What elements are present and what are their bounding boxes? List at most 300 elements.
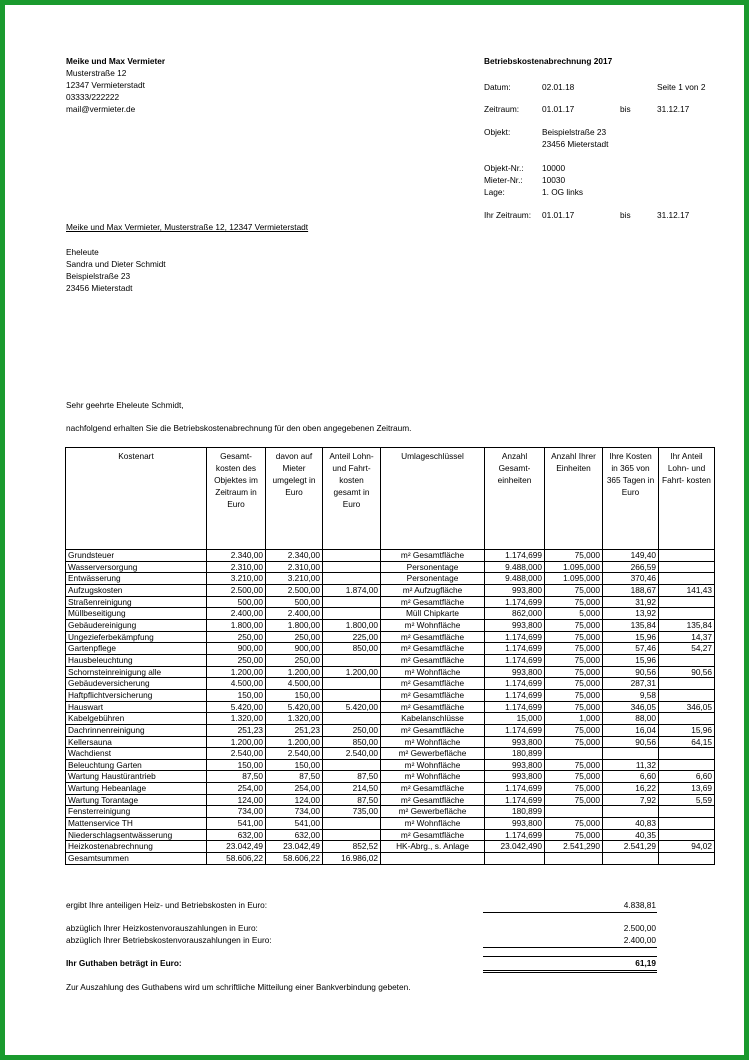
table-cell: 6,60: [603, 771, 659, 783]
table-cell: 75,000: [545, 643, 603, 655]
table-cell: 23.042,49: [207, 841, 266, 853]
table-cell: [659, 561, 715, 573]
table-cell: [545, 853, 603, 865]
table-row: [66, 654, 715, 666]
table-cell: [381, 853, 485, 865]
table-row: [66, 643, 715, 655]
table-cell: 75,000: [545, 550, 603, 562]
table-cell: 150,00: [207, 759, 266, 771]
table-cell: 124,00: [207, 794, 266, 806]
table-cell: HK-Abrg., s. Anlage: [381, 841, 485, 853]
table-cell: Wartung Haustürantrieb: [66, 771, 207, 783]
table-cell: [323, 561, 381, 573]
table-cell: 87,50: [266, 771, 323, 783]
table-cell: 180,899: [485, 748, 545, 760]
zeitraum-from: 01.01.17: [542, 104, 575, 114]
table-row: [66, 724, 715, 736]
table-cell: 2.400,00: [207, 608, 266, 620]
table-cell: 16.986,02: [323, 853, 381, 865]
table-cell: 75,000: [545, 619, 603, 631]
table-cell: Wartung Hebeanlage: [66, 783, 207, 795]
table-cell: 150,00: [266, 759, 323, 771]
table-cell: m² Gewerbefläche: [381, 748, 485, 760]
table-cell: m² Gesamtfläche: [381, 631, 485, 643]
closing-text: Zur Auszahlung des Guthabens wird um schriftliche Mitteilung einer Bankverbindung gebeten.: [66, 982, 411, 992]
table-cell: 1.095,000: [545, 573, 603, 585]
table-cell: 900,00: [266, 643, 323, 655]
table-cell: 1.095,000: [545, 561, 603, 573]
column-header: Anteil Lohn- und Fahrt- kosten gesamt in Euro: [323, 448, 381, 550]
table-cell: 1.174,699: [485, 783, 545, 795]
table-cell: 2.541,29: [603, 841, 659, 853]
sender-city: 12347 Vermieterstadt: [66, 80, 145, 90]
table-row: [66, 631, 715, 643]
objekt-nr-label: Objekt-Nr.:: [484, 163, 524, 173]
table-row: [66, 561, 715, 573]
table-cell: [659, 759, 715, 771]
table-cell: 1.200,00: [207, 666, 266, 678]
table-cell: 7,92: [603, 794, 659, 806]
table-cell: Wasserversorgung: [66, 561, 207, 573]
document-title: Betriebskostenabrechnung 2017: [484, 56, 613, 66]
table-cell: 90,56: [659, 666, 715, 678]
table-cell: 1.174,699: [485, 794, 545, 806]
table-cell: 5.420,00: [207, 701, 266, 713]
recipient-line-1: Eheleute: [66, 247, 99, 257]
table-row: [66, 666, 715, 678]
table-cell: 250,00: [266, 654, 323, 666]
table-cell: 2.340,00: [266, 550, 323, 562]
zeitraum-bis: bis: [620, 104, 631, 114]
table-cell: [659, 829, 715, 841]
table-cell: 1.174,699: [485, 829, 545, 841]
table-cell: 94,02: [659, 841, 715, 853]
table-cell: 346,05: [659, 701, 715, 713]
table-cell: 75,000: [545, 759, 603, 771]
table-cell: [323, 689, 381, 701]
table-cell: 3.210,00: [207, 573, 266, 585]
table-cell: 150,00: [266, 689, 323, 701]
table-cell: 75,000: [545, 666, 603, 678]
table-cell: 900,00: [207, 643, 266, 655]
table-cell: [485, 853, 545, 865]
table-cell: 15,96: [603, 631, 659, 643]
table-cell: 58.606,22: [266, 853, 323, 865]
table-cell: 75,000: [545, 818, 603, 830]
document-page: [5, 5, 744, 1055]
table-cell: 149,40: [603, 550, 659, 562]
table-cell: 500,00: [266, 596, 323, 608]
table-cell: Hauswart: [66, 701, 207, 713]
ihr-zeitraum-bis: bis: [620, 210, 631, 220]
guthaben-top-line: [483, 956, 657, 957]
table-cell: 5,000: [545, 608, 603, 620]
ihr-zeitraum-from: 01.01.17: [542, 210, 575, 220]
recipient-line-4: 23456 Mieterstadt: [66, 283, 133, 293]
column-header: Kostenart: [66, 448, 207, 550]
table-cell: Kabelanschlüsse: [381, 713, 485, 725]
table-cell: 632,00: [207, 829, 266, 841]
recipient-line-2: Sandra und Dieter Schmidt: [66, 259, 166, 269]
table-cell: 40,83: [603, 818, 659, 830]
table-cell: 31,92: [603, 596, 659, 608]
table-cell: m² Gesamtfläche: [381, 794, 485, 806]
table-cell: 852,52: [323, 841, 381, 853]
table-cell: 1.200,00: [207, 736, 266, 748]
column-header: Anzahl Gesamt- einheiten: [485, 448, 545, 550]
table-cell: Hausbeleuchtung: [66, 654, 207, 666]
betrieb-label: abzüglich Ihrer Betriebskostenvorauszahlungen in Euro:: [66, 935, 272, 945]
table-cell: 2.540,00: [207, 748, 266, 760]
table-cell: 1.174,699: [485, 631, 545, 643]
table-cell: m² Wohnfläche: [381, 619, 485, 631]
table-cell: 2.400,00: [266, 608, 323, 620]
table-cell: 87,50: [323, 771, 381, 783]
column-header: Umlageschlüssel: [381, 448, 485, 550]
table-cell: 1.874,00: [323, 584, 381, 596]
column-header: Anzahl Ihrer Einheiten: [545, 448, 603, 550]
table-cell: 4.500,00: [207, 678, 266, 690]
table-cell: [323, 550, 381, 562]
table-row: [66, 584, 715, 596]
table-row: [66, 806, 715, 818]
table-cell: [603, 748, 659, 760]
column-header: Ihre Kosten in 365 von 365 Tagen in Euro: [603, 448, 659, 550]
objekt-label: Objekt:: [484, 127, 511, 137]
table-cell: 1.174,699: [485, 678, 545, 690]
table-cell: 23.042,49: [266, 841, 323, 853]
table-cell: 9,58: [603, 689, 659, 701]
table-cell: 23.042,490: [485, 841, 545, 853]
table-cell: [659, 806, 715, 818]
table-cell: Kabelgebühren: [66, 713, 207, 725]
ihr-zeitraum-label: Ihr Zeitraum:: [484, 210, 532, 220]
table-cell: 135,84: [659, 619, 715, 631]
recipient-line-3: Beispielstraße 23: [66, 271, 131, 281]
table-cell: Aufzugskosten: [66, 584, 207, 596]
table-row: [66, 853, 715, 865]
table-cell: 6,60: [659, 771, 715, 783]
table-cell: 2.500,00: [207, 584, 266, 596]
table-cell: Ungezieferbekämpfung: [66, 631, 207, 643]
table-cell: m² Gesamtfläche: [381, 654, 485, 666]
table-cell: 124,00: [266, 794, 323, 806]
heiz-value: 2.500,00: [623, 923, 656, 933]
column-header: davon auf Mieter umgelegt in Euro: [266, 448, 323, 550]
table-cell: 993,800: [485, 759, 545, 771]
table-cell: 251,23: [207, 724, 266, 736]
table-cell: 180,899: [485, 806, 545, 818]
table-cell: 993,800: [485, 584, 545, 596]
table-cell: 13,92: [603, 608, 659, 620]
table-cell: 500,00: [207, 596, 266, 608]
table-cell: Straßenreinigung: [66, 596, 207, 608]
table-cell: 16,04: [603, 724, 659, 736]
column-header: Ihr Anteil Lohn- und Fahrt- kosten: [659, 448, 715, 550]
intro-text: nachfolgend erhalten Sie die Betriebskostenabrechnung für den oben angegebenen Zeitraum.: [66, 423, 412, 433]
table-cell: [603, 806, 659, 818]
table-cell: 11,32: [603, 759, 659, 771]
table-cell: Gebäudeversicherung: [66, 678, 207, 690]
table-cell: [323, 713, 381, 725]
table-cell: 2.540,00: [323, 748, 381, 760]
table-cell: 54,27: [659, 643, 715, 655]
table-cell: 90,56: [603, 736, 659, 748]
table-row: [66, 736, 715, 748]
table-cell: 1.800,00: [207, 619, 266, 631]
table-cell: 15,96: [659, 724, 715, 736]
table-cell: 75,000: [545, 689, 603, 701]
table-cell: Beleuchtung Garten: [66, 759, 207, 771]
table-cell: 5.420,00: [266, 701, 323, 713]
table-cell: 2.540,00: [266, 748, 323, 760]
table-cell: 850,00: [323, 736, 381, 748]
table-cell: 254,00: [266, 783, 323, 795]
table-cell: 2.310,00: [266, 561, 323, 573]
table-cell: 188,67: [603, 584, 659, 596]
table-cell: 1.200,00: [266, 666, 323, 678]
table-cell: 993,800: [485, 666, 545, 678]
table-cell: 75,000: [545, 783, 603, 795]
table-cell: 2.541,290: [545, 841, 603, 853]
table-cell: Gartenpflege: [66, 643, 207, 655]
table-row: [66, 573, 715, 585]
table-cell: [659, 654, 715, 666]
sender-name: Meike und Max Vermieter: [66, 56, 166, 66]
table-cell: 1.174,699: [485, 701, 545, 713]
sender-street: Musterstraße 12: [66, 68, 127, 78]
table-cell: 75,000: [545, 724, 603, 736]
table-cell: 251,23: [266, 724, 323, 736]
table-cell: 75,000: [545, 654, 603, 666]
table-cell: [323, 608, 381, 620]
table-cell: 75,000: [545, 771, 603, 783]
objekt-street: Beispielstraße 23: [542, 127, 607, 137]
table-cell: Dachrinnenreinigung: [66, 724, 207, 736]
table-cell: Entwässerung: [66, 573, 207, 585]
anteil-label: ergibt Ihre anteiligen Heiz- und Betriebskosten in Euro:: [66, 900, 268, 910]
table-cell: 632,00: [266, 829, 323, 841]
table-cell: 3.210,00: [266, 573, 323, 585]
table-cell: 1.800,00: [266, 619, 323, 631]
table-cell: 5.420,00: [323, 701, 381, 713]
table-cell: m² Gewerbefläche: [381, 806, 485, 818]
table-cell: Schornsteinreinigung alle: [66, 666, 207, 678]
table-cell: [659, 689, 715, 701]
table-cell: [659, 748, 715, 760]
column-header: Gesamt- kosten des Objektes im Zeitraum in Euro: [207, 448, 266, 550]
table-row: [66, 596, 715, 608]
return-address: Meike und Max Vermieter, Musterstraße 12, 12347 Vermieterstadt: [66, 222, 309, 232]
table-cell: 13,69: [659, 783, 715, 795]
guthaben-double-line: [483, 970, 657, 971]
table-cell: 734,00: [266, 806, 323, 818]
table-cell: Müllbeseitigung: [66, 608, 207, 620]
table-cell: 75,000: [545, 631, 603, 643]
table-cell: [659, 853, 715, 865]
table-row: [66, 818, 715, 830]
table-cell: m² Gesamtfläche: [381, 596, 485, 608]
table-cell: 862,000: [485, 608, 545, 620]
table-cell: 2.500,00: [266, 584, 323, 596]
table-cell: Heizkostenabrechnung: [66, 841, 207, 853]
table-cell: [323, 759, 381, 771]
table-cell: 135,84: [603, 619, 659, 631]
table-cell: 734,00: [207, 806, 266, 818]
table-cell: [323, 818, 381, 830]
table-cell: 141,43: [659, 584, 715, 596]
table-cell: [603, 853, 659, 865]
table-cell: 250,00: [207, 631, 266, 643]
table-cell: [659, 608, 715, 620]
table-cell: m² Wohnfläche: [381, 771, 485, 783]
table-cell: m² Wohnfläche: [381, 666, 485, 678]
betrieb-value: 2.400,00: [623, 935, 656, 945]
table-cell: 15,96: [603, 654, 659, 666]
lage-value: 1. OG links: [542, 187, 584, 197]
table-cell: 9.488,000: [485, 561, 545, 573]
table-row: [66, 608, 715, 620]
table-cell: [545, 748, 603, 760]
table-cell: 993,800: [485, 771, 545, 783]
table-cell: [323, 596, 381, 608]
table-cell: 250,00: [323, 724, 381, 736]
table-cell: 287,31: [603, 678, 659, 690]
summary-divider: [483, 947, 657, 948]
table-cell: 40,35: [603, 829, 659, 841]
table-cell: 1.320,00: [266, 713, 323, 725]
table-cell: m² Aufzugfläche: [381, 584, 485, 596]
table-cell: 9.488,000: [485, 573, 545, 585]
table-cell: 1.200,00: [266, 736, 323, 748]
table-cell: [545, 806, 603, 818]
table-cell: [659, 573, 715, 585]
table-cell: m² Gesamtfläche: [381, 724, 485, 736]
table-cell: 16,22: [603, 783, 659, 795]
table-cell: 1,000: [545, 713, 603, 725]
table-cell: Wartung Torantage: [66, 794, 207, 806]
salutation: Sehr geehrte Eheleute Schmidt,: [66, 400, 184, 410]
table-cell: m² Wohnfläche: [381, 818, 485, 830]
table-row: [66, 678, 715, 690]
table-cell: 266,59: [603, 561, 659, 573]
table-cell: 850,00: [323, 643, 381, 655]
table-cell: 88,00: [603, 713, 659, 725]
ihr-zeitraum-to: 31.12.17: [657, 210, 690, 220]
table-cell: 250,00: [266, 631, 323, 643]
table-cell: Kellersauna: [66, 736, 207, 748]
table-cell: 5,59: [659, 794, 715, 806]
table-cell: 75,000: [545, 701, 603, 713]
table-cell: m² Wohnfläche: [381, 759, 485, 771]
table-cell: m² Gesamtfläche: [381, 783, 485, 795]
guthaben-value: 61,19: [635, 958, 656, 968]
table-cell: 993,800: [485, 818, 545, 830]
table-cell: 64,15: [659, 736, 715, 748]
table-row: [66, 841, 715, 853]
table-row: [66, 689, 715, 701]
table-cell: 2.310,00: [207, 561, 266, 573]
table-row: [66, 619, 715, 631]
table-row: [66, 713, 715, 725]
table-cell: 250,00: [207, 654, 266, 666]
table-cell: 4.500,00: [266, 678, 323, 690]
table-cell: 75,000: [545, 596, 603, 608]
table-cell: 75,000: [545, 794, 603, 806]
objekt-nr: 10000: [542, 163, 566, 173]
table-cell: m² Gesamtfläche: [381, 550, 485, 562]
table-cell: 1.320,00: [207, 713, 266, 725]
table-row: [66, 771, 715, 783]
table-row: [66, 748, 715, 760]
table-cell: 993,800: [485, 736, 545, 748]
table-cell: 541,00: [207, 818, 266, 830]
mieter-nr-label: Mieter-Nr.:: [484, 175, 523, 185]
objekt-city: 23456 Mieterstadt: [542, 139, 609, 149]
table-cell: Fensterreinigung: [66, 806, 207, 818]
table-header-row: [66, 448, 715, 550]
table-cell: 90,56: [603, 666, 659, 678]
table-cell: Wachdienst: [66, 748, 207, 760]
table-cell: 1.174,699: [485, 596, 545, 608]
table-cell: 1.800,00: [323, 619, 381, 631]
table-cell: 254,00: [207, 783, 266, 795]
table-cell: 225,00: [323, 631, 381, 643]
table-row: [66, 701, 715, 713]
table-cell: 735,00: [323, 806, 381, 818]
table-row: [66, 783, 715, 795]
table-cell: 75,000: [545, 678, 603, 690]
lage-label: Lage:: [484, 187, 505, 197]
table-cell: 541,00: [266, 818, 323, 830]
guthaben-double-line: [483, 972, 657, 973]
table-cell: 2.340,00: [207, 550, 266, 562]
table-cell: [323, 829, 381, 841]
table-cell: Müll Chipkarte: [381, 608, 485, 620]
table-cell: 87,50: [323, 794, 381, 806]
sender-email: mail@vermieter.de: [66, 104, 136, 114]
table-cell: 346,05: [603, 701, 659, 713]
table-cell: [323, 654, 381, 666]
table-cell: Mattenservice TH: [66, 818, 207, 830]
table-cell: 1.174,699: [485, 550, 545, 562]
table-cell: 87,50: [207, 771, 266, 783]
table-cell: 1.174,699: [485, 724, 545, 736]
table-row: [66, 759, 715, 771]
table-cell: 75,000: [545, 829, 603, 841]
table-cell: [659, 818, 715, 830]
anteil-value: 4.838,81: [623, 900, 656, 910]
table-cell: Gebäudereinigung: [66, 619, 207, 631]
table-cell: Personentage: [381, 573, 485, 585]
table-cell: Grundsteuer: [66, 550, 207, 562]
table-cell: 993,800: [485, 619, 545, 631]
table-cell: [659, 596, 715, 608]
table-cell: 14,37: [659, 631, 715, 643]
table-cell: [659, 713, 715, 725]
table-row: [66, 829, 715, 841]
table-cell: m² Gesamtfläche: [381, 689, 485, 701]
table-cell: Personentage: [381, 561, 485, 573]
table-cell: [323, 573, 381, 585]
page-number: Seite 1 von 2: [657, 82, 706, 92]
table-cell: [323, 678, 381, 690]
table-row: [66, 550, 715, 562]
table-cell: 1.174,699: [485, 654, 545, 666]
datum-label: Datum:: [484, 82, 511, 92]
table-cell: [659, 678, 715, 690]
table-cell: m² Gesamtfläche: [381, 678, 485, 690]
